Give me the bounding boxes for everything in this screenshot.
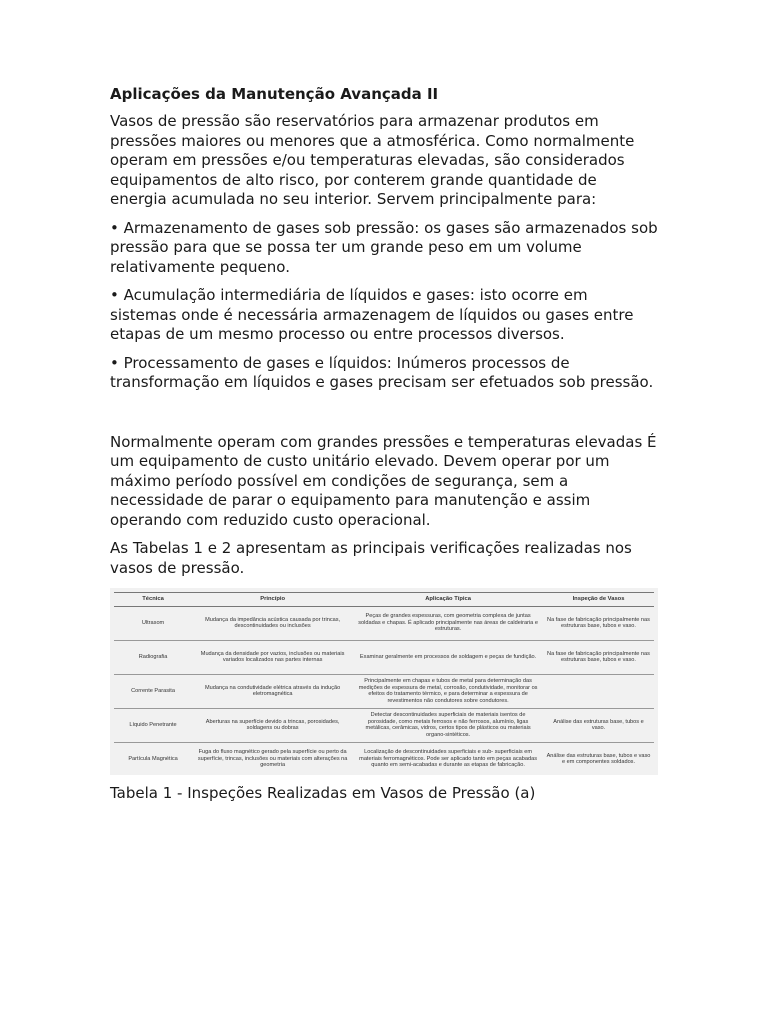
cell-technique: Radiografia xyxy=(114,640,192,674)
bullet-processing: • Processamento de gases e líquidos: Inúmeros processos de transformação em líquidos e gases precisam ser efetuados sob pressão. xyxy=(110,353,654,391)
cell-principle: Fuga do fluxo magnético gerado pela superfície ou perto da superfície, trincas, inclusões ou materiais com alterações na geometria xyxy=(197,749,348,769)
table-row xyxy=(114,674,654,708)
table-row xyxy=(114,708,654,742)
header-vessel-inspection: Inspeção de Vasos xyxy=(543,593,654,607)
inspection-table xyxy=(114,592,654,776)
table-row xyxy=(114,606,654,640)
cell-technique: Líquido Penetrante xyxy=(114,708,192,742)
cell-inspection: Na fase de fabricação principalmente nas estruturas base, tubos e vaso. xyxy=(543,640,654,674)
cell-principle: Aberturas na superfície devido a trincas, porosidades, soldagens ou dobras xyxy=(192,708,353,742)
blank-line xyxy=(110,402,658,433)
table-row xyxy=(114,742,654,776)
cell-inspection xyxy=(543,674,654,708)
header-technique: Técnica xyxy=(114,593,192,607)
cell-application: Localização de descontinuidades superficiais e sub- superficiais em materiais ferromagnéticos. Pode ser aplicado tanto em peças acabadas quanto em semi-acabadas e durante as etapas de fabricação. xyxy=(359,749,538,769)
intro-paragraph: Vasos de pressão são reservatórios para armazenar produtos em pressões maiores ou menores que a atmosférica. Como normalmente operam em pressões e/ou temperaturas elevadas, são considerados equipamentos de alto risco, por conterem grande quantidade de energia acumulada no seu interior. Servem principalmente para: xyxy=(110,112,635,208)
document-page xyxy=(110,84,658,804)
cell-application: Detectar descontinuidades superficiais de materiais isentos de porosidade, como metais ferrosos e não ferrosos, alumínio, ligas metálicas, cerâmicas, vidros, certos tipos de plásticos ou materiais organo-sintéticos. xyxy=(353,708,543,742)
cell-principle: Mudança na condutividade elétrica através da indução eletromagnética xyxy=(192,674,353,708)
cell-principle: Mudança da impedância acústica causada por trincas, descontinuidades ou inclusões xyxy=(192,606,353,640)
cell-technique: Corrente Parasita xyxy=(114,674,192,708)
table-row xyxy=(114,640,654,674)
cell-principle: Mudança da densidade por vazios, inclusões ou materiais variados localizados nas partes internas xyxy=(192,640,353,674)
table-caption: Tabela 1 - Inspeções Realizadas em Vasos de Pressão (a) xyxy=(110,784,536,802)
header-typical-application: Aplicação Típica xyxy=(353,593,543,607)
operation-paragraph: Normalmente operam com grandes pressões e temperaturas elevadas É um equipamento de custo unitário elevado. Devem operar por um máximo período possível em condições de segurança, sem a necessidade de parar o equipamento para manutenção e assim operando com reduzido custo operacional. xyxy=(110,432,657,529)
cell-application: Principalmente em chapas e tubos de metal para determinação das medições de espessura de metal, corrosão, condutividade, monitorar os efeitos do tratamento térmico, e para determinar a espessura de revestimentos não condutores sobre condutores. xyxy=(353,674,543,708)
cell-inspection: Na fase de fabricação principalmente nas estruturas base, tubos e vaso. xyxy=(543,606,654,640)
document-title: Aplicações da Manutenção Avançada II xyxy=(110,85,439,103)
cell-inspection: Análise das estruturas base, tubos e vaso e em componentes soldados. xyxy=(546,752,651,766)
cell-technique: Partícula Magnética xyxy=(128,755,178,762)
header-principle: Princípio xyxy=(192,593,353,607)
table-header-row xyxy=(114,593,654,607)
bullet-accumulation: • Acumulação intermediária de líquidos e gases: isto ocorre em sistemas onde é necessária armazenagem de líquidos ou gases entre etapas de um mesmo processo ou entre processos diversos. xyxy=(110,286,634,343)
cell-application: Examinar geralmente em processos de soldagem e peças de fundição. xyxy=(353,640,543,674)
cell-application: Peças de grandes espessuras, com geometria complexa de juntas soldadas e chapas. É aplicado principalmente nas áreas de caldeiraria e estruturas. xyxy=(353,606,543,640)
cell-inspection: Análise das estruturas base, tubos e vaso. xyxy=(543,708,654,742)
bullet-storage: • Armazenamento de gases sob pressão: os gases são armazenados sob pressão para que se possa ter um grande peso em um volume relativamente pequeno. xyxy=(110,218,658,276)
inspection-table-figure xyxy=(110,588,658,775)
cell-technique: Ultrasom xyxy=(114,606,192,640)
tables-intro-paragraph: As Tabelas 1 e 2 apresentam as principais verificações realizadas nos vasos de pressão. xyxy=(110,539,632,577)
